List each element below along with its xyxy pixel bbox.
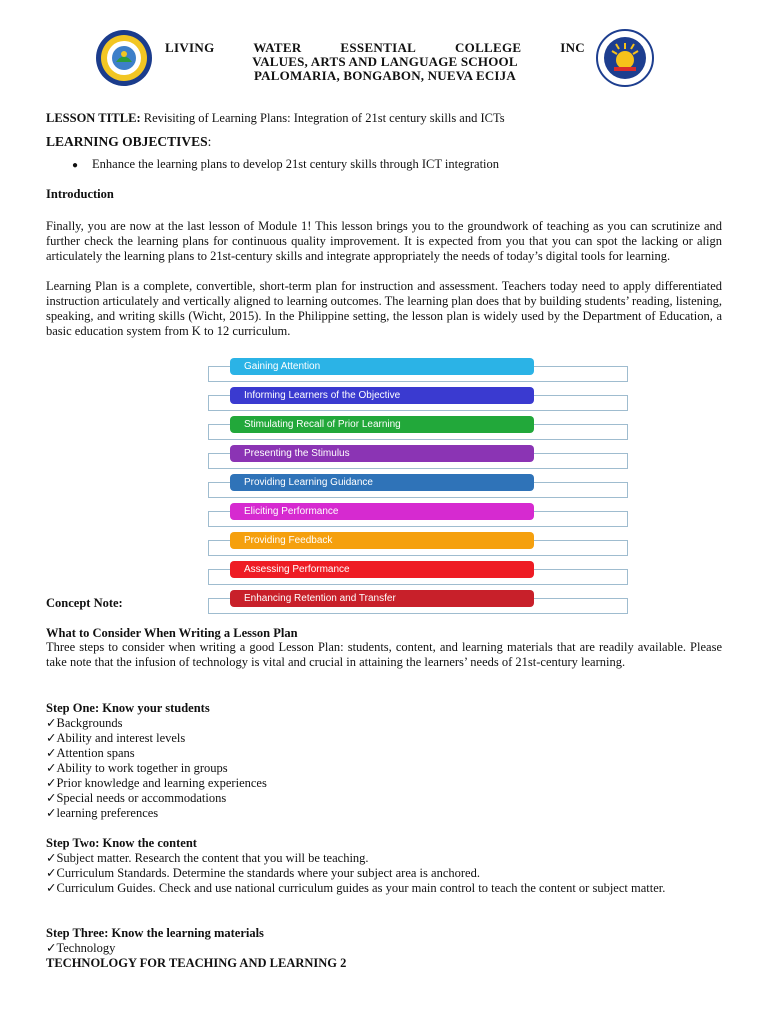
concept-note-label: Concept Note: — [46, 596, 123, 610]
step2-item — [46, 866, 722, 881]
step1-item — [46, 776, 722, 791]
event-bar: Eliciting Performance — [230, 503, 534, 520]
event-bar: Providing Feedback — [230, 532, 534, 549]
event-bar: Assessing Performance — [230, 561, 534, 578]
step1-item-text: Special needs or accommodations — [56, 791, 227, 805]
bullet-icon: ● — [72, 160, 79, 171]
event-bar: Stimulating Recall of Prior Learning — [230, 416, 534, 433]
step1-item-text: Ability to work together in groups — [56, 761, 228, 775]
step1-item-text: learning preferences — [56, 806, 159, 820]
objective-item — [72, 157, 748, 173]
introduction-para-2: Learning Plan is a complete, convertible, short-term plan for instruction and assessment. Teachers today need to apply differentiated instruction articulately and vertically aligned to learning outcomes. The learning plan does that by building students’ reading, listening, speaking, and writing skills (Wicht, 2015). In the Philippine setting, the lesson plan is widely used by the Department of Education, a basic education system from K to 12 curriculum. — [46, 279, 722, 338]
check-icon: ✓ — [46, 851, 57, 865]
objectives-heading — [46, 134, 722, 149]
header-word: WATER — [253, 40, 302, 55]
step2-heading: Step Two: Know the content — [46, 836, 197, 850]
objectives-label: LEARNING OBJECTIVES — [46, 134, 208, 149]
check-icon: ✓ — [46, 866, 57, 880]
check-icon: ✓ — [46, 791, 57, 805]
check-icon: ✓ — [46, 731, 57, 745]
step1-item — [46, 746, 722, 761]
step1-item — [46, 716, 722, 731]
check-icon: ✓ — [46, 746, 57, 760]
consider-para: Three steps to consider when writing a good Lesson Plan: students, content, and learning materials that are readily available. Please take note that the infusion of technology is vital and crucial in attaining the learners’ needs of 21st-century learning. — [46, 640, 722, 669]
step1-item-text: Attention spans — [56, 746, 135, 760]
check-icon: ✓ — [46, 716, 57, 730]
objectives-colon: : — [207, 134, 212, 149]
step2-item-text: Subject matter. Research the content that you will be teaching. — [56, 851, 369, 865]
step2-item — [46, 851, 722, 866]
header-word: ESSENTIAL — [340, 40, 417, 55]
step1-item — [46, 791, 722, 806]
check-icon: ✓ — [46, 776, 57, 790]
consider-heading: What to Consider When Writing a Lesson Plan — [46, 626, 298, 640]
event-bar: Presenting the Stimulus — [230, 445, 534, 462]
step1-item-text: Ability and interest levels — [56, 731, 186, 745]
step1-item — [46, 731, 722, 746]
step2-item-text: Curriculum Guides. Check and use national curriculum guides as your main control to teach the content or subject matter. — [56, 881, 666, 895]
step1-item-text: Backgrounds — [56, 716, 123, 730]
footer-title: TECHNOLOGY FOR TEACHING AND LEARNING 2 — [46, 956, 347, 970]
introduction-heading: Introduction — [46, 187, 114, 201]
step1-item — [46, 806, 722, 821]
objective-text: Enhance the learning plans to develop 21st century skills through ICT integration — [92, 157, 500, 171]
header-word: INC — [560, 40, 585, 55]
event-bar: Informing Learners of the Objective — [230, 387, 534, 404]
header-word: LIVING — [165, 40, 215, 55]
check-icon: ✓ — [46, 761, 57, 775]
header-word: COLLEGE — [454, 40, 522, 55]
introduction-para-1: Finally, you are now at the last lesson of Module 1! This lesson brings you to the groundwork of teaching as you can scrutinize and further check the learning plans for continuous quality improvement. It is expected from you that you can spot the lacking or align articulately the learning plans to 21st-century skills and integrate appropriately the needs of today’s digital tools for learning. — [46, 219, 722, 263]
step1-item — [46, 761, 722, 776]
header-address: PALOMARIA, BONGABON, NUEVA ECIJA — [254, 68, 516, 83]
lesson-title-value: Revisiting of Learning Plans: Integration of 21st century skills and ICTs — [143, 111, 505, 125]
check-icon: ✓ — [46, 806, 57, 820]
check-icon: ✓ — [46, 941, 57, 955]
step3-item-text: Technology — [56, 941, 116, 955]
event-bar: Enhancing Retention and Transfer — [230, 590, 534, 607]
step2-item — [46, 881, 722, 896]
header-school: VALUES, ARTS AND LANGUAGE SCHOOL — [252, 54, 518, 69]
check-icon: ✓ — [46, 881, 57, 895]
lesson-title-label: LESSON TITLE: — [46, 111, 141, 125]
event-bar: Providing Learning Guidance — [230, 474, 534, 491]
step3-heading: Step Three: Know the learning materials — [46, 926, 264, 940]
step1-heading: Step One: Know your students — [46, 701, 210, 715]
lesson-title — [46, 111, 722, 126]
event-bar: Gaining Attention — [230, 358, 534, 375]
step3-item — [46, 941, 722, 956]
step2-item-text: Curriculum Standards. Determine the standards where your subject area is anchored. — [56, 866, 480, 880]
college-logo — [95, 29, 153, 87]
step1-item-text: Prior knowledge and learning experiences — [56, 776, 267, 790]
